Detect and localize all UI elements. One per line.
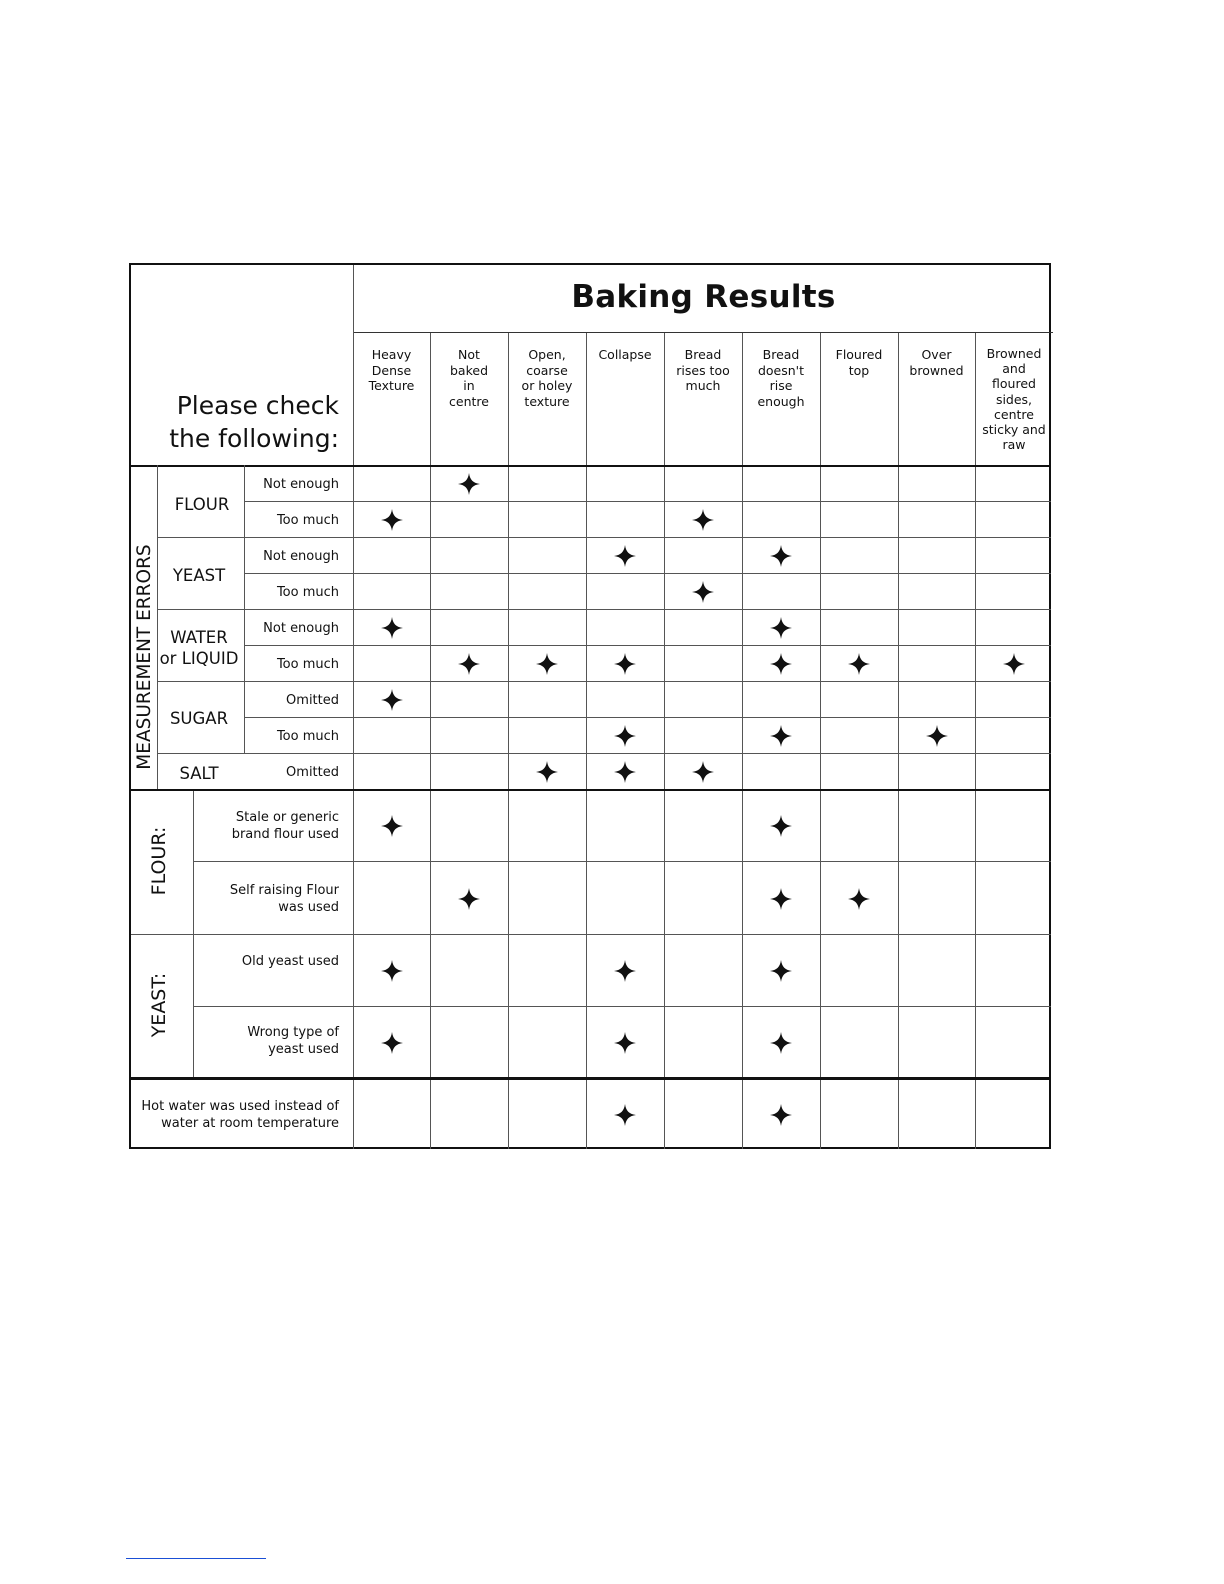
grid-line: [353, 573, 1051, 574]
grid-line: [193, 861, 1051, 862]
check-star-icon: [381, 617, 403, 639]
grid-line: [131, 465, 1051, 467]
grid-line: [508, 333, 509, 1149]
corner-label: [131, 389, 339, 455]
group-yeast: YEAST: [172, 566, 226, 585]
check-star-icon: [692, 509, 714, 531]
check-star-icon: [770, 545, 792, 567]
check-star-icon: [770, 960, 792, 982]
row-label: Not enough: [263, 476, 339, 492]
check-star-icon: [614, 545, 636, 567]
group-flour: FLOUR: [174, 495, 230, 514]
grid-line: [157, 465, 158, 790]
grid-line: [244, 573, 353, 574]
check-star-icon: [536, 761, 558, 783]
check-star-icon: [1003, 653, 1025, 675]
row-label: Stale or generic brand flour used: [231, 810, 339, 842]
corner-label-line1: Please check: [176, 391, 339, 420]
grid-line: [131, 934, 1051, 935]
check-star-icon: [381, 689, 403, 711]
check-star-icon: [770, 653, 792, 675]
check-star-icon: [536, 653, 558, 675]
check-star-icon: [692, 761, 714, 783]
group-water-line2: or LIQUID: [159, 649, 239, 668]
grid-line: [742, 333, 743, 1149]
group-salt: SALT: [179, 764, 219, 783]
grid-line: [353, 717, 1051, 718]
row-label: Not enough: [263, 620, 339, 636]
grid-line: [157, 609, 1051, 610]
grid-line: [193, 790, 194, 1079]
grid-line: [820, 333, 821, 1149]
grid-line: [157, 537, 1051, 538]
column-header: Browned and floured sides, centre sticky and raw: [982, 346, 1046, 453]
row-label: Hot water was used instead of water at room temperature: [141, 1099, 339, 1131]
row-label: Self raising Flour was used: [229, 882, 339, 915]
check-star-icon: [381, 1032, 403, 1054]
table-title: Baking Results: [571, 279, 836, 315]
column-header: Floured top: [835, 347, 883, 378]
row-label: Too much: [276, 584, 339, 600]
check-star-icon: [848, 888, 870, 910]
check-star-icon: [692, 581, 714, 603]
row-label: Too much: [276, 656, 339, 672]
group-sugar: SUGAR: [169, 709, 229, 728]
row-label: Omitted: [286, 692, 339, 708]
check-star-icon: [614, 653, 636, 675]
column-header: Open, coarse or holey texture: [521, 347, 573, 409]
grid-line: [353, 501, 1051, 502]
section-measurement-errors: MEASUREMENT ERRORS: [134, 544, 155, 770]
check-star-icon: [770, 1104, 792, 1126]
check-star-icon: [458, 473, 480, 495]
grid-line: [975, 333, 976, 1149]
grid-line: [157, 753, 1051, 754]
check-star-icon: [770, 888, 792, 910]
grid-line: [586, 333, 587, 1149]
row-label: Wrong type of yeast used: [247, 1025, 339, 1057]
grid-line: [244, 717, 353, 718]
title-cell: [353, 265, 1053, 333]
grid-line: [193, 1006, 1051, 1007]
row-label: Omitted: [286, 764, 339, 780]
section-flour: FLOUR:: [148, 826, 170, 896]
check-star-icon: [614, 960, 636, 982]
grid-line: [131, 1077, 1051, 1079]
grid-line: [430, 333, 431, 1149]
row-label: Not enough: [263, 548, 339, 564]
baking-results-table: [129, 263, 1051, 1149]
column-header: Bread rises too much: [676, 347, 730, 393]
grid-line: [157, 681, 1051, 682]
check-star-icon: [770, 617, 792, 639]
grid-line: [131, 789, 1051, 791]
column-header: Collapse: [598, 347, 652, 362]
grid-line: [244, 501, 353, 502]
check-star-icon: [458, 888, 480, 910]
row-label: Old yeast used: [241, 954, 339, 969]
row-label: Too much: [276, 728, 339, 744]
check-star-icon: [770, 815, 792, 837]
group-water-line1: WATER: [170, 628, 228, 647]
check-star-icon: [381, 960, 403, 982]
grid-line: [353, 645, 1051, 646]
check-star-icon: [770, 725, 792, 747]
grid-line: [898, 333, 899, 1149]
grid-line: [664, 333, 665, 1149]
check-star-icon: [614, 1032, 636, 1054]
check-star-icon: [381, 509, 403, 531]
grid-line: [353, 265, 354, 1149]
column-header: Over browned: [909, 347, 964, 378]
grid-line: [244, 645, 353, 646]
column-header: Not baked in centre: [449, 347, 489, 409]
check-star-icon: [614, 725, 636, 747]
column-header: Heavy Dense Texture: [368, 347, 415, 393]
check-star-icon: [926, 725, 948, 747]
check-star-icon: [614, 761, 636, 783]
check-star-icon: [458, 653, 480, 675]
check-star-icon: [770, 1032, 792, 1054]
section-yeast: YEAST:: [148, 972, 170, 1038]
footnote-rule: [126, 1558, 266, 1559]
check-star-icon: [381, 815, 403, 837]
row-label: Too much: [276, 512, 339, 528]
check-star-icon: [848, 653, 870, 675]
corner-label-line2: the following:: [169, 424, 339, 453]
check-star-icon: [614, 1104, 636, 1126]
column-header: Bread doesn't rise enough: [757, 347, 805, 409]
